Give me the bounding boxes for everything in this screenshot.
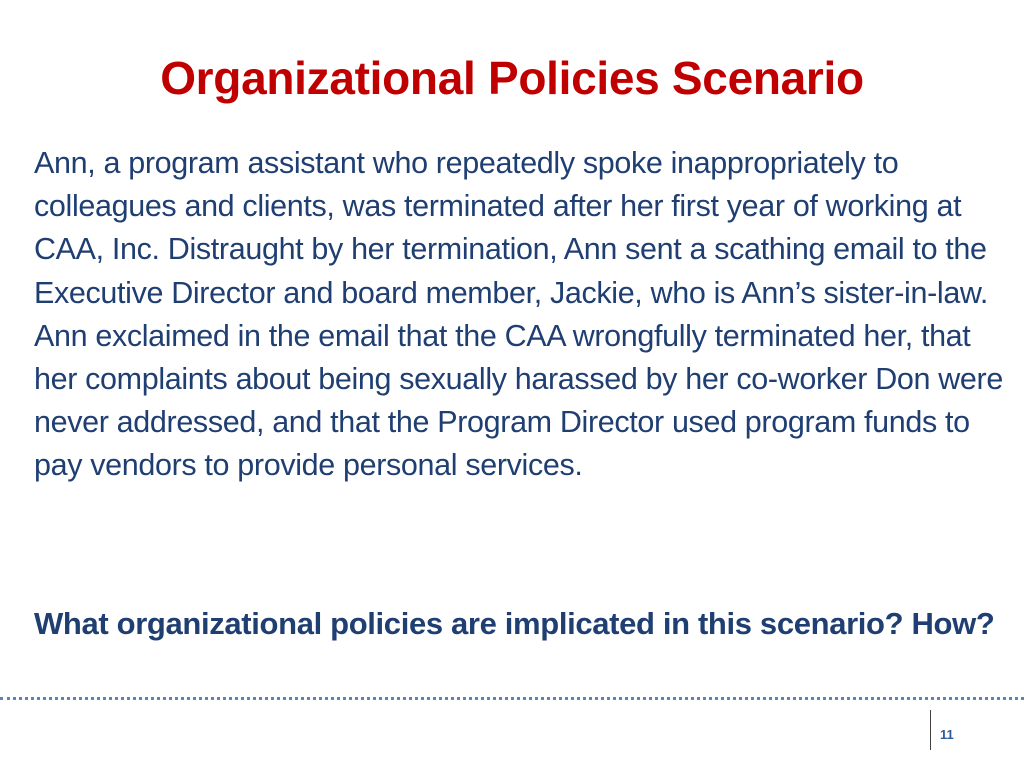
footer-divider <box>0 697 1024 700</box>
page-number: 11 <box>940 727 954 742</box>
page-number-rule <box>930 710 931 750</box>
discussion-question: What organizational policies are implicated in this scenario? How? <box>34 606 995 641</box>
slide-title: Organizational Policies Scenario <box>160 52 864 104</box>
scenario-text: Ann, a program assistant who repeatedly spoke inappropriately to colleagues and clients, was terminated after her first year of working at CAA, Inc. Distraught by her termination, Ann sent a scathing email to the Executive Director and board member, Jackie, who is Ann’s sister-in-law. Ann exclaimed in the email that the CAA wrongfully terminated her, that her complaints about being sexually harassed by her co-worker Don were never addressed, and that the Program Director used program funds to pay vendors to provide personal services. <box>34 146 1003 483</box>
